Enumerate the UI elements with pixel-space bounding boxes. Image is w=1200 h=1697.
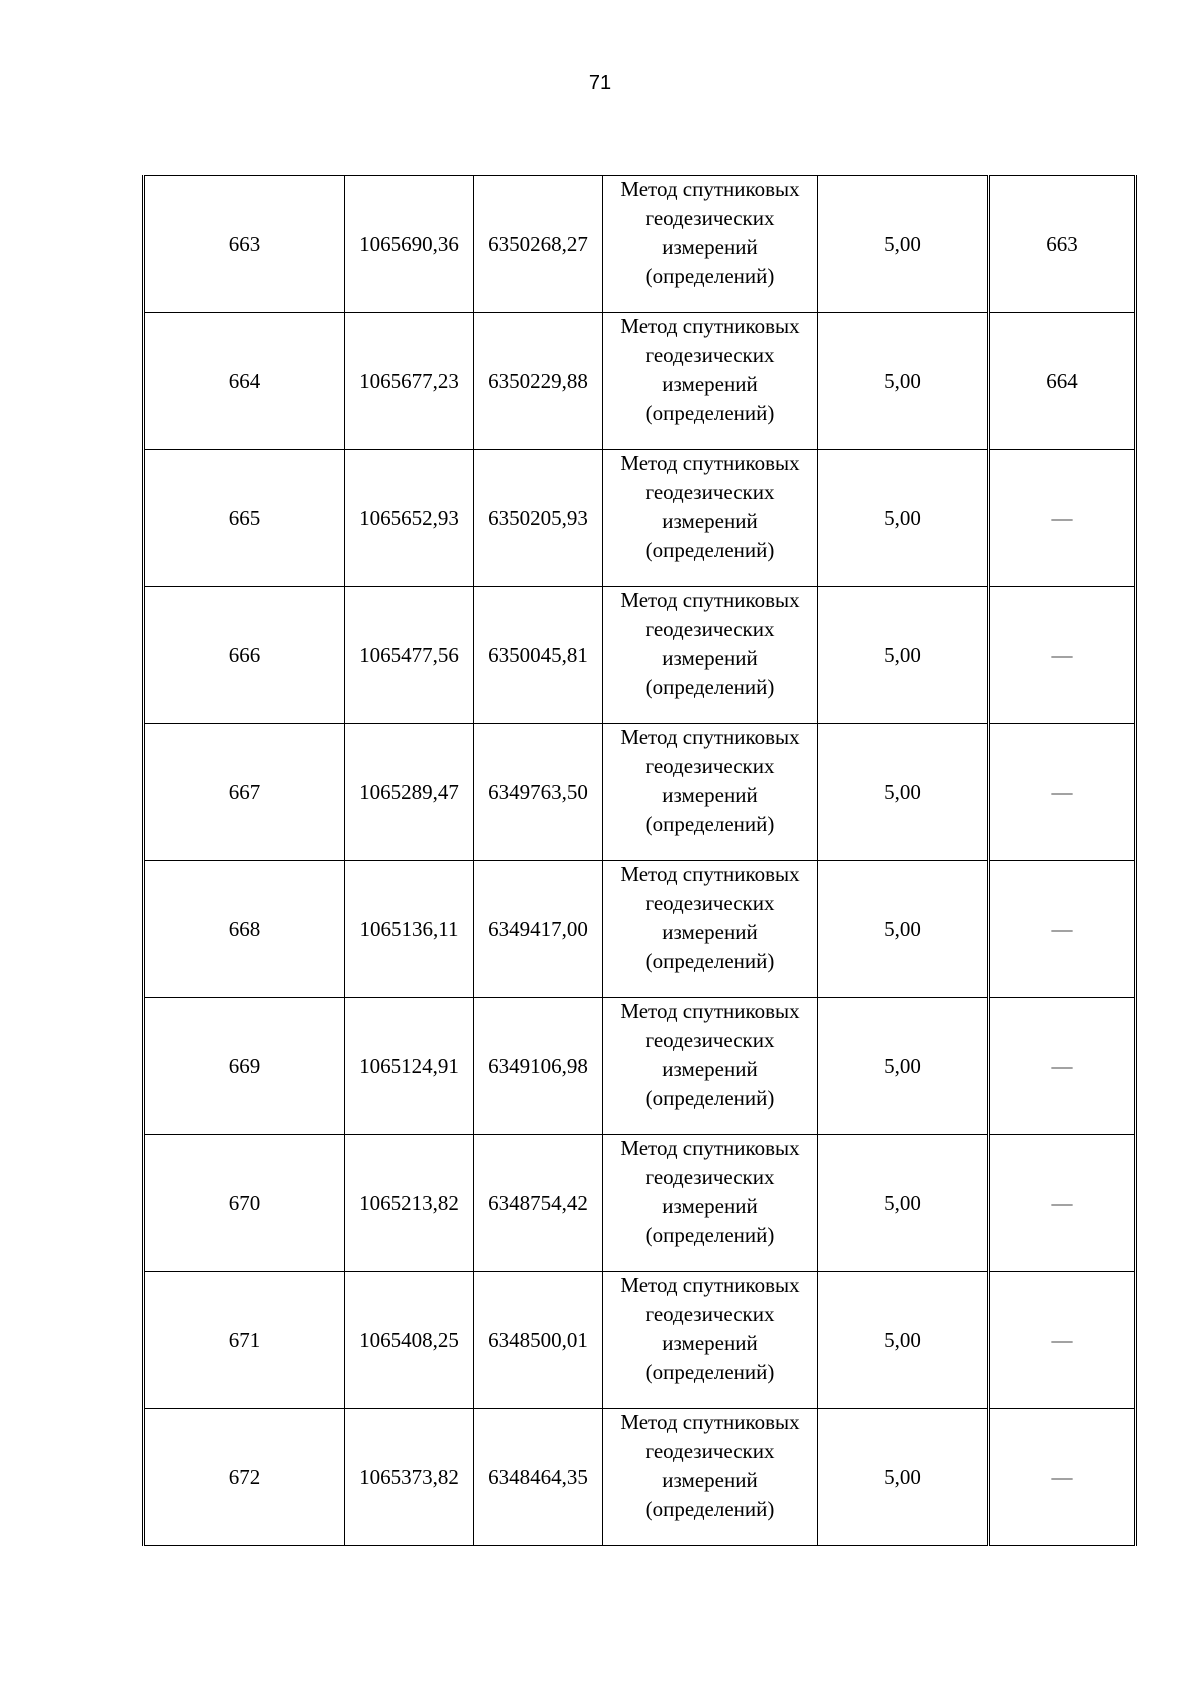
point-number-cell: 670 xyxy=(144,1135,345,1272)
method-cell xyxy=(603,587,818,724)
precision-cell: 5,00 xyxy=(818,1135,989,1272)
table-row xyxy=(144,1409,1136,1546)
x-coordinate-cell: 1065289,47 xyxy=(345,724,474,861)
reference-cell: 663 xyxy=(989,176,1136,313)
y-coordinate-cell: 6349763,50 xyxy=(474,724,603,861)
point-number-cell: 668 xyxy=(144,861,345,998)
table-row xyxy=(144,1272,1136,1409)
reference-cell: — xyxy=(989,587,1136,724)
y-coordinate-cell: 6348464,35 xyxy=(474,1409,603,1546)
point-number-cell: 669 xyxy=(144,998,345,1135)
precision-cell: 5,00 xyxy=(818,176,989,313)
method-cell xyxy=(603,1135,818,1272)
y-coordinate-cell: 6348500,01 xyxy=(474,1272,603,1409)
point-number-cell: 664 xyxy=(144,313,345,450)
reference-cell: — xyxy=(989,998,1136,1135)
coordinates-table xyxy=(142,175,1137,1546)
method-cell xyxy=(603,1272,818,1409)
method-text: Метод спутниковых геодезических измерений (определений) xyxy=(620,725,800,836)
method-cell xyxy=(603,313,818,450)
x-coordinate-cell: 1065136,11 xyxy=(345,861,474,998)
reference-cell: — xyxy=(989,724,1136,861)
y-coordinate-cell: 6349106,98 xyxy=(474,998,603,1135)
y-coordinate-cell: 6350205,93 xyxy=(474,450,603,587)
precision-cell: 5,00 xyxy=(818,587,989,724)
table-row xyxy=(144,176,1136,313)
precision-cell: 5,00 xyxy=(818,313,989,450)
x-coordinate-cell: 1065408,25 xyxy=(345,1272,474,1409)
precision-cell: 5,00 xyxy=(818,1409,989,1546)
method-cell xyxy=(603,450,818,587)
table-row xyxy=(144,861,1136,998)
reference-cell: 664 xyxy=(989,313,1136,450)
x-coordinate-cell: 1065477,56 xyxy=(345,587,474,724)
table-row xyxy=(144,724,1136,861)
method-text: Метод спутниковых геодезических измерений (определений) xyxy=(620,1136,800,1247)
precision-cell: 5,00 xyxy=(818,450,989,587)
reference-cell: — xyxy=(989,1409,1136,1546)
precision-cell: 5,00 xyxy=(818,1272,989,1409)
point-number-cell: 672 xyxy=(144,1409,345,1546)
table-row xyxy=(144,998,1136,1135)
point-number-cell: 671 xyxy=(144,1272,345,1409)
page-number: 71 xyxy=(588,72,612,94)
y-coordinate-cell: 6348754,42 xyxy=(474,1135,603,1272)
x-coordinate-cell: 1065690,36 xyxy=(345,176,474,313)
point-number-cell: 667 xyxy=(144,724,345,861)
table-row xyxy=(144,313,1136,450)
method-cell xyxy=(603,724,818,861)
precision-cell: 5,00 xyxy=(818,861,989,998)
method-text: Метод спутниковых геодезических измерений (определений) xyxy=(620,177,800,288)
point-number-cell: 666 xyxy=(144,587,345,724)
method-text: Метод спутниковых геодезических измерений (определений) xyxy=(620,588,800,699)
y-coordinate-cell: 6349417,00 xyxy=(474,861,603,998)
y-coordinate-cell: 6350229,88 xyxy=(474,313,603,450)
reference-cell: — xyxy=(989,450,1136,587)
method-text: Метод спутниковых геодезических измерений (определений) xyxy=(620,314,800,425)
precision-cell: 5,00 xyxy=(818,724,989,861)
precision-cell: 5,00 xyxy=(818,998,989,1135)
method-cell xyxy=(603,861,818,998)
method-cell xyxy=(603,998,818,1135)
x-coordinate-cell: 1065124,91 xyxy=(345,998,474,1135)
x-coordinate-cell: 1065652,93 xyxy=(345,450,474,587)
x-coordinate-cell: 1065373,82 xyxy=(345,1409,474,1546)
method-text: Метод спутниковых геодезических измерений (определений) xyxy=(620,999,800,1110)
method-cell xyxy=(603,1409,818,1546)
point-number-cell: 663 xyxy=(144,176,345,313)
point-number-cell: 665 xyxy=(144,450,345,587)
method-text: Метод спутниковых геодезических измерений (определений) xyxy=(620,862,800,973)
y-coordinate-cell: 6350268,27 xyxy=(474,176,603,313)
method-cell xyxy=(603,176,818,313)
reference-cell: — xyxy=(989,1135,1136,1272)
table-row xyxy=(144,1135,1136,1272)
x-coordinate-cell: 1065677,23 xyxy=(345,313,474,450)
reference-cell: — xyxy=(989,1272,1136,1409)
y-coordinate-cell: 6350045,81 xyxy=(474,587,603,724)
method-text: Метод спутниковых геодезических измерений (определений) xyxy=(620,451,800,562)
table-row xyxy=(144,587,1136,724)
x-coordinate-cell: 1065213,82 xyxy=(345,1135,474,1272)
method-text: Метод спутниковых геодезических измерений (определений) xyxy=(620,1273,800,1384)
reference-cell: — xyxy=(989,861,1136,998)
table-body xyxy=(144,176,1136,1546)
method-text: Метод спутниковых геодезических измерений (определений) xyxy=(620,1410,800,1521)
table-row xyxy=(144,450,1136,587)
